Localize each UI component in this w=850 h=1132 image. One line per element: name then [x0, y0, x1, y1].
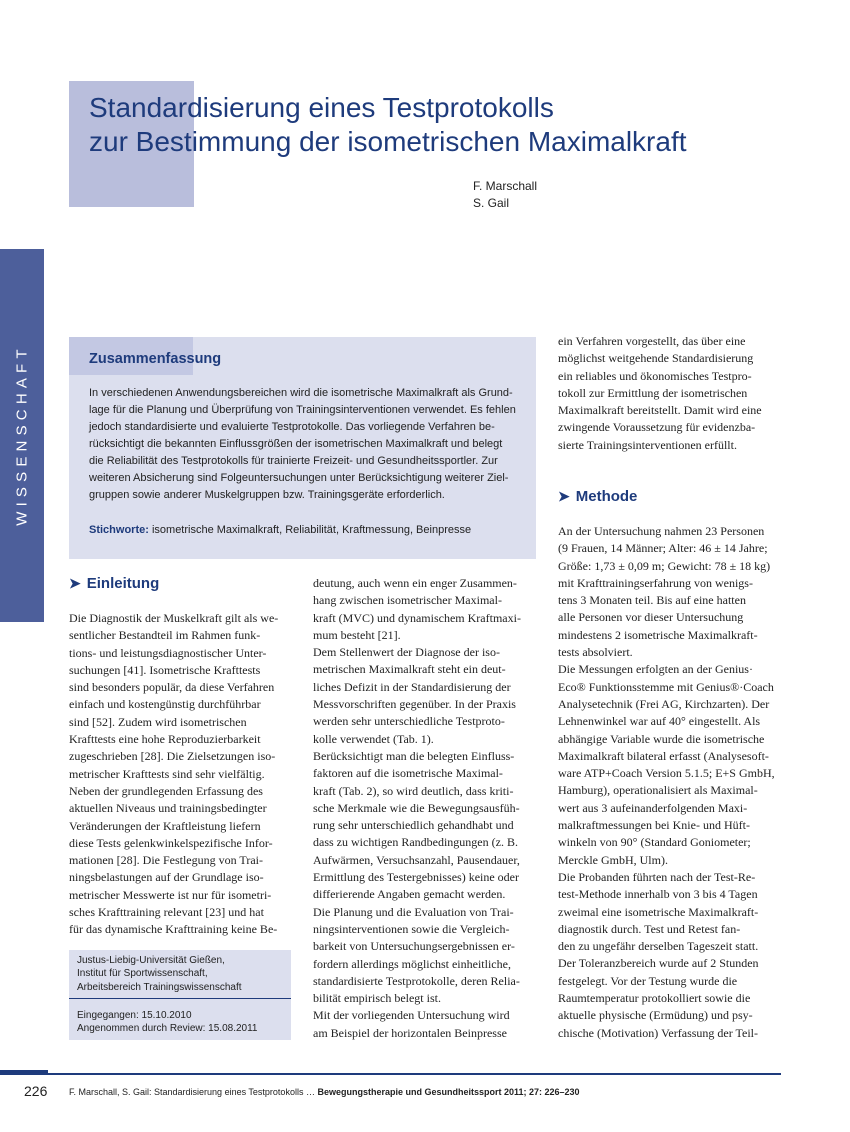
text-line: sches Krafttraining relevant [23] und hat — [69, 905, 264, 920]
title-line: Standardisierung eines Testprotokolls — [89, 92, 554, 123]
text-line: Größe: 1,73 ± 0,09 m; Gewicht: 78 ± 18 kg) — [558, 558, 771, 573]
text-line: Merckle GmbH, Ulm). — [558, 852, 668, 867]
text-line: Hamburg), operationalisiert als Maximal- — [558, 783, 758, 798]
keywords-label: Stichworte: — [89, 524, 149, 536]
text-line: (9 Frauen, 14 Männer; Alter: 46 ± 14 Jahre; — [558, 541, 768, 556]
accepted-date: Angenommen durch Review: 15.08.2011 — [77, 1023, 258, 1034]
section-side-label: WISSENSCHAFT — [13, 344, 31, 526]
text-line: ein reliables und ökonomisches Testpro- — [558, 368, 752, 383]
footer-rule — [0, 1073, 781, 1075]
text-line: den zu ungefähr derselben Tageszeit statt. — [558, 939, 759, 954]
text-line: Maximalkraft bereitstellt. Damit wird eine — [558, 403, 762, 418]
affiliation-line: Justus-Liebig-Universität Gießen, — [77, 955, 225, 966]
text-line: sind besonders populär, da diese Verfahren — [69, 680, 275, 695]
text-line: kraft (MVC) und dynamischem Kraftmaxi- — [313, 610, 521, 625]
text-line: bilität empirisch belegt ist. — [313, 991, 441, 1006]
footer-citation-plain: F. Marschall, S. Gail: Standardisierung eines Testprotokolls … — [69, 1087, 318, 1097]
abstract-line: weiteren Absicherung sind Folgeuntersuchungen unter Berücksichtigung weiterer Ziel- — [89, 472, 509, 484]
text-line: Der Toleranzbereich wurde auf 2 Stunden — [558, 956, 759, 971]
text-line: einfach und kostengünstig durchführbar — [69, 697, 261, 712]
author-name: S. Gail — [473, 196, 510, 210]
text-line: sind [52]. Zudem wird isometrischen — [69, 714, 247, 729]
affiliation-box — [69, 950, 291, 1040]
text-line: Die Messungen erfolgten an der Genius· — [558, 662, 753, 677]
text-line: mit Krafttrainingserfahrung von wenigs- — [558, 575, 753, 590]
text-line: Mit der vorliegenden Untersuchung wird — [313, 1008, 510, 1023]
text-line: diagnostik durch. Test und Retest fan- — [558, 921, 741, 936]
text-line: Die Planung und die Evaluation von Trai- — [313, 904, 514, 919]
text-line: tions- und leistungsdiagnostischer Unter- — [69, 645, 267, 660]
text-line: mationen [28]. Die Festlegung von Trai- — [69, 853, 263, 868]
text-line: sche Merkmale wie die Bewegungsausfüh- — [313, 800, 520, 815]
text-line: tests absolviert. — [558, 645, 633, 660]
text-line: liches Defizit in der Standardisierung der — [313, 679, 511, 694]
text-line: rung sehr unterschiedlich gehandhabt und — [313, 818, 514, 833]
text-line: zweimal eine isometrische Maximalkraft- — [558, 904, 759, 919]
text-column-right-top — [558, 333, 781, 454]
text-line: aktuelle physische (Ermüdung) und psy- — [558, 1008, 753, 1023]
text-line: test-Methode innerhalb von 3 bis 4 Tagen — [558, 887, 758, 902]
arrow-right-icon: ➤ — [69, 575, 81, 591]
affiliation-line: Institut für Sportwissenschaft, — [77, 968, 208, 980]
text-line: chische (Motivation) Verfassung der Teil- — [558, 1025, 758, 1040]
text-line: Raumtemperatur protokolliert sowie die — [558, 991, 751, 1006]
affiliation-line: Arbeitsbereich Trainingswissenschaft — [77, 981, 242, 993]
text-line: Veränderungen der Kraftleistung liefern — [69, 818, 261, 833]
affiliation-divider — [69, 998, 291, 999]
author-name: F. Marschall — [473, 179, 538, 193]
abstract-box — [69, 337, 536, 559]
text-line: faktoren auf die isometrische Maximal- — [313, 766, 503, 781]
abstract-text — [89, 385, 519, 504]
page-number: 226 — [24, 1083, 48, 1099]
section-heading-methode — [558, 488, 637, 505]
text-line: mindestens 2 isometrische Maximalkraft- — [558, 627, 758, 642]
text-line: suchungen [41]. Isometrische Krafttests — [69, 662, 261, 677]
text-line: am Beispiel der horizontalen Beinpresse — [313, 1025, 507, 1040]
text-column-middle — [313, 575, 536, 1042]
text-line: tokoll zur Ermittlung der isometrischen — [558, 385, 748, 400]
text-line: Dem Stellenwert der Diagnose der iso- — [313, 645, 500, 660]
text-line: barkeit von Untersuchungsergebnissen er- — [313, 939, 515, 954]
text-line: tens 3 Monaten teil. Bis auf eine hatten — [558, 593, 746, 608]
text-line: An der Untersuchung nahmen 23 Personen — [558, 524, 765, 538]
text-line: Ermittlung des Testergebnisses) keine oder — [313, 870, 520, 885]
text-line: wert aus 3 aufeinanderfolgenden Maxi- — [558, 800, 748, 815]
text-line: mum besteht [21]. — [313, 627, 401, 642]
keywords-text: isometrische Maximalkraft, Reliabilität, Kraftmessung, Beinpresse — [151, 524, 472, 536]
text-line: Eco® Funktionsstemme mit Genius®·Coach — [558, 679, 774, 694]
text-line: zwingende Voraussetzung für evidenzba- — [558, 420, 756, 435]
text-line: zugeschrieben [28]. Die Zielsetzungen iso- — [69, 749, 276, 764]
text-line: Neben der grundlegenden Erfassung des — [69, 783, 263, 798]
affiliation-dates — [77, 1009, 257, 1035]
text-line: diese Tests gelenkwinkelspezifische Infor- — [69, 835, 273, 850]
affiliation-text — [77, 954, 242, 994]
section-heading-label: Methode — [575, 488, 638, 505]
article-title — [89, 91, 687, 159]
text-line: Die Diagnostik der Muskelkraft gilt als we- — [69, 611, 279, 625]
text-line: abhängige Variable wurde die isometrische — [558, 731, 765, 746]
text-line: Die Probanden führten nach der Test-Re- — [558, 869, 756, 884]
abstract-line: die Reliabilität des Testprotokolls für trainierte Freizeit- und Gesundheitssportler. Zur — [89, 455, 498, 467]
text-line: hang zwischen isometrischer Maximal- — [313, 593, 502, 608]
text-line: Berücksichtigt man die belegten Einfluss- — [313, 748, 515, 763]
text-line: festgelegt. Vor der Testung wurde die — [558, 973, 738, 988]
text-line: metrischen Maximalkraft steht ein deut- — [313, 662, 506, 677]
text-line: ningsinterventionen sowie die Vergleich- — [313, 921, 510, 936]
text-line: werden sehr unterschiedliche Testproto- — [313, 714, 505, 729]
text-line: winkeln von 90° (Standard Goniometer; — [558, 835, 751, 850]
abstract-line: In verschiedenen Anwendungsbereichen wird die isometrische Maximalkraft als Grund- — [89, 387, 513, 399]
abstract-line: gruppen sowie anderer Muskelgruppen bzw. Trainingsgeräte erforderlich. — [89, 489, 445, 501]
text-line: kraft (Tab. 2), so wird deutlich, dass kriti- — [313, 783, 514, 798]
text-line: alle Personen vor dieser Untersuchung — [558, 610, 744, 625]
text-line: aktuellen Niveaus und trainingsbedingter — [69, 801, 267, 816]
text-line: sierte Trainingsinterventionen erfüllt. — [558, 437, 737, 452]
abstract-line: lage für die Planung und Überprüfung von Trainingsinterventionen verwendet. Es fehlen — [89, 404, 516, 416]
keywords — [89, 524, 471, 536]
text-line: deutung, auch wenn ein enger Zusammen- — [313, 576, 517, 590]
abstract-line: jedoch standardisierte und evaluierte Testprotokolle. Das vorliegende Verfahren be- — [89, 421, 495, 433]
text-line: Aufwärmen, Versuchsanzahl, Pausendauer, — [313, 852, 520, 867]
section-heading-label: Einleitung — [86, 575, 160, 592]
text-line: Analysetechnik (Frei AG, Kirchzarten). Der — [558, 696, 770, 711]
text-line: fordern allerdings möglichst einheitliche, — [313, 956, 511, 971]
arrow-right-icon: ➤ — [558, 488, 570, 504]
text-line: Maximalkraft bilateral erfasst (Analysesoft- — [558, 748, 769, 763]
text-line: Lehnenwinkel war auf 40° eingestellt. Als — [558, 714, 761, 729]
text-line: ein Verfahren vorgestellt, das über eine — [558, 334, 746, 348]
abstract-line: rücksichtigt die bekannten Einflussgrößen der isometrischen Maximalkraft und belegt — [89, 438, 503, 450]
text-line: ware ATP+Coach Version 5.1.5; E+S GmbH, — [558, 766, 775, 781]
text-line: Krafttests eine hohe Reproduzierbarkeit — [69, 732, 261, 747]
footer-citation-journal: Bewegungstherapie und Gesundheitssport 2011; 27: 226–230 — [317, 1087, 580, 1097]
text-line: metrischer Messwerte ist nur für isometri- — [69, 887, 272, 902]
abstract-heading: Zusammenfassung — [89, 351, 222, 367]
text-line: kolle verwendet (Tab. 1). — [313, 731, 434, 746]
section-heading-einleitung — [69, 575, 159, 592]
text-line: malkraftmessungen bei Knie- und Hüft- — [558, 818, 750, 833]
text-line: ningsbelastungen auf der Grundlage iso- — [69, 870, 264, 885]
text-line: standardisierte Testprotokolle, deren Relia- — [313, 973, 520, 988]
title-line: zur Bestimmung der isometrischen Maximalkraft — [89, 126, 687, 157]
text-column-einleitung — [69, 610, 291, 939]
text-line: Messvorschriften gegenüber. In der Praxis — [313, 697, 516, 712]
author-list — [473, 178, 537, 212]
footer-citation — [69, 1087, 580, 1097]
text-line: sentlicher Bestandteil im Rahmen funk- — [69, 628, 261, 643]
received-date: Eingegangen: 15.10.2010 — [77, 1010, 192, 1021]
text-line: möglichst weitgehende Standardisierung — [558, 351, 754, 366]
text-column-methode — [558, 523, 781, 1042]
text-line: metrischer Krafttests sind sehr vielfältig. — [69, 766, 265, 781]
text-line: dass zu wichtigen Randbedingungen (z. B. — [313, 835, 518, 850]
text-line: differierende Angaben gemacht werden. — [313, 887, 506, 902]
text-line: für das dynamische Krafttraining keine Be- — [69, 922, 278, 937]
